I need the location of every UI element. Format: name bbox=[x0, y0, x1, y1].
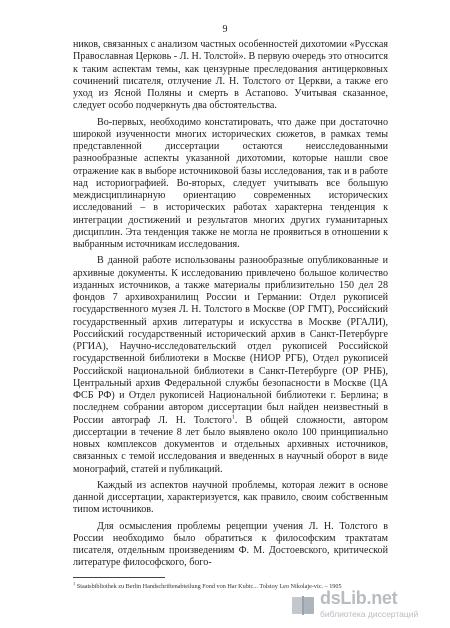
paragraph-3-main: В данной работе использованы разнообразные опубликованные и архивные документы. К исследованию привлечено большое количество изданных источников, а также материалы приблизительно 150 дел 28 фондов 7 архивохранилищ России и Германии: Отдел рукописей государственного музея Л. Н. Толстого в Москве (ОР ГМТ), Российский государственный архив литературы и искусства в Москве (РГАЛИ), Российский государственный исторический архив в Санкт-Петербурге (РГИА), Научно-исследовательский отдел рукописей Российской государственной библиотеки в Москве (НИОР РГБ), Отдел рукописей Российской национальной библиотеки в Санкт-Петербурге (ОР РНБ), Центральный архив Федеральной службы безопасности в Москве (ЦА ФСБ РФ) и Отдел рукописей Национальной библиотеки г. Берлина; в последнем собрании автором диссертации был найден неизвестный в России автограф Л. Н. Толстого bbox=[73, 255, 388, 426]
watermark-subtitle: библиотека диссертаций bbox=[320, 609, 419, 619]
footnote-number: 1 bbox=[73, 581, 76, 586]
paragraph-2: Во-первых, необходимо констатировать, что даже при достаточно широкой изученности многих исторических сюжетов, в рамках темы представленной диссертации остаются неисследованными разнообразные аспекты указанной дихотомии, которые нашли свое отражение как в выборе источниковой базы исследования, так и в работе над историографией. Во-вторых, следует учитывать все большую междисциплинарную ориентацию современных исторических исследований – в исторических работах характерна тенденция к интеграции достижений и результатов многих других гуманитарных дисциплин. Эта тенденция также не могла не проявиться в отношении к выбранным источникам исследования. bbox=[73, 116, 388, 250]
paragraph-4: Каждый из аспектов научной проблемы, которая лежит в основе данной диссертации, характеризуется, как правило, своим собственным типом источников. bbox=[73, 479, 388, 516]
dslib-watermark[interactable] bbox=[290, 588, 440, 622]
paragraph-1: ников, связанных с анализом частных особенностей дихотомии «Русская Православная Церковь - Л. Н. Толстой». В первую очередь это относится к таким аспектам темы, как цензурные преследования антицерковных сочинений писателя, отлучение Л. Н. Толстого от Церкви, а также его уход из Ясной Поляны и смерть в Астапово. Учитывая сказанное, следует особо подчеркнуть два обстоятельства. bbox=[73, 39, 388, 112]
paragraph-5: Для осмысления проблемы рецепции учения Л. Н. Толстого в России необходимо было обратиться к философским трактатам писателя, отдельным произведениям Ф. М. Достоевского, критической литературе философского, бого- bbox=[73, 520, 388, 569]
page-number: 9 bbox=[222, 24, 228, 35]
footnote-marker[interactable]: 1 bbox=[231, 414, 235, 421]
body-text bbox=[73, 39, 388, 570]
footnote-divider bbox=[73, 577, 165, 578]
footnote-text: Staatsbibliothek zu Berlin Handschriftenabteilung Fond von Har Kubic... Tolstoy Leo Nikolaje-vic. – 1905 bbox=[76, 583, 342, 591]
watermark-brand: dsLib.net bbox=[320, 588, 398, 608]
paragraph-3-tail: . В общей сложности, автором диссертации в течение 8 лет было выявлено около 100 принципиально новых комплексов документов и отдельных архивных источников, связанных с темой исследования и введенных в научный оборот в виде монографий, статей и публикаций. bbox=[73, 414, 388, 475]
book-logo-icon bbox=[290, 592, 316, 618]
paragraph-3 bbox=[73, 255, 388, 476]
